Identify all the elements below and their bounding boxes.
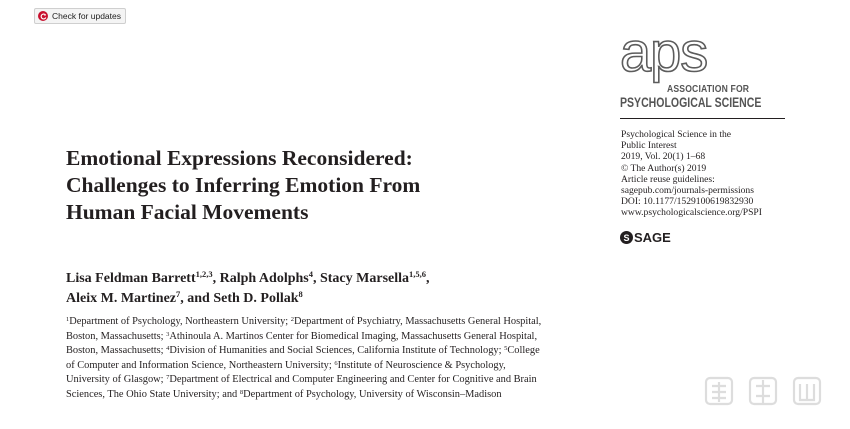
affiliation-line — [66, 344, 541, 359]
affil-text: Department of Electrical and Computer Engineering and Center for Cognitive and Brain — [169, 374, 537, 386]
affiliations — [66, 315, 541, 403]
affil-number: 5 — [504, 345, 508, 353]
affil-number: 3 — [166, 330, 170, 338]
affil-number: 8 — [239, 388, 244, 396]
author-name: Seth D. Pollak — [213, 291, 299, 306]
affiliation-line — [66, 373, 541, 388]
author-name: Stacy Marsella — [319, 271, 410, 286]
affiliation-line — [66, 315, 541, 330]
article-title-line: Challenges to Inferring Emotion From — [66, 173, 421, 197]
author-separator: , — [312, 271, 320, 286]
affiliation-line — [66, 359, 541, 374]
journal-info-line: Psychological Science in the — [621, 129, 732, 140]
watermark-logo — [700, 372, 835, 412]
affil-text: Institute of Neuroscience & Psychology, — [337, 359, 506, 371]
affil-number: 4 — [166, 345, 170, 353]
author-affil-number: 1,2,3 — [195, 269, 213, 279]
journal-info-doi[interactable]: DOI: 10.1177/1529100619832930 — [621, 196, 754, 208]
check-for-updates-button[interactable] — [34, 8, 126, 24]
author-separator: , — [212, 271, 220, 286]
author-separator: , and — [180, 291, 214, 306]
sage-logo — [620, 230, 671, 245]
sage-s-icon: S — [620, 231, 633, 244]
affil-text: Department of Psychiatry, Massachusetts General Hospital, — [294, 316, 542, 327]
affil-number: 7 — [166, 374, 170, 382]
journal-info-line: 2019, Vol. 20(1) 1–68 — [621, 151, 706, 163]
aps-logo-word: aps — [620, 20, 708, 83]
header-divider — [620, 118, 785, 119]
affil-text: Sciences, The Ohio State University; and — [66, 388, 240, 400]
affil-text: Division of Humanities and Social Sciences, California Institute of Technology; — [169, 345, 505, 357]
affiliation-line — [66, 388, 541, 403]
check-for-updates-label: Check for updates — [52, 11, 121, 21]
journal-info — [621, 129, 791, 219]
author-affil-number: 1,5,6 — [409, 269, 427, 279]
author-affil-number: 7 — [176, 289, 181, 299]
journal-info-link[interactable]: sagepub.com/journals-permissions — [621, 185, 754, 197]
affil-number: 2 — [290, 316, 295, 323]
affil-text: University of Glasgow; — [66, 374, 167, 386]
affil-text: Boston, Massachusetts; — [66, 330, 167, 342]
affil-text: of Computer and Information Science, Northeastern University; — [66, 359, 335, 371]
journal-info-link[interactable]: www.psychologicalscience.org/PSPI — [621, 207, 762, 219]
author-affil-number: 4 — [308, 269, 313, 279]
affil-text: Department of Psychology, Northeastern University; — [69, 316, 291, 327]
author-name: Ralph Adolphs — [219, 271, 309, 286]
author-line — [66, 269, 430, 289]
affil-number: 1 — [66, 316, 70, 323]
journal-info-line: © The Author(s) 2019 — [621, 162, 707, 174]
article-title — [66, 145, 420, 226]
affiliation-line — [66, 330, 541, 345]
aps-logo — [620, 20, 770, 113]
sage-logo-text: SAGE — [634, 230, 671, 245]
journal-info-line: Article reuse guidelines: — [621, 173, 715, 185]
affil-text: Boston, Massachusetts; — [66, 345, 167, 357]
affil-text: Athinoula A. Martinos Center for Biomedical Imaging, Massachusetts General Hospital, — [169, 330, 538, 342]
affil-text: Department of Psychology, University of Wisconsin–Madison — [243, 388, 502, 400]
article-title-line: Emotional Expressions Reconsidered: — [66, 146, 413, 170]
author-affil-number: 8 — [298, 289, 303, 299]
aps-logo-line1: ASSOCIATION FOR — [667, 83, 750, 95]
journal-info-line: Public Interest — [621, 140, 677, 152]
article-title-line: Human Facial Movements — [66, 200, 309, 224]
author-name: Aleix M. Martinez — [66, 291, 177, 306]
author-separator: , — [426, 271, 430, 286]
author-list — [66, 269, 430, 309]
author-name: Lisa Feldman Barrett — [66, 271, 196, 286]
affil-text: College — [507, 345, 540, 357]
affil-number: 6 — [334, 359, 338, 367]
author-line — [66, 289, 430, 309]
refresh-icon — [38, 11, 48, 21]
aps-logo-line2: PSYCHOLOGICAL SCIENCE — [620, 95, 762, 110]
